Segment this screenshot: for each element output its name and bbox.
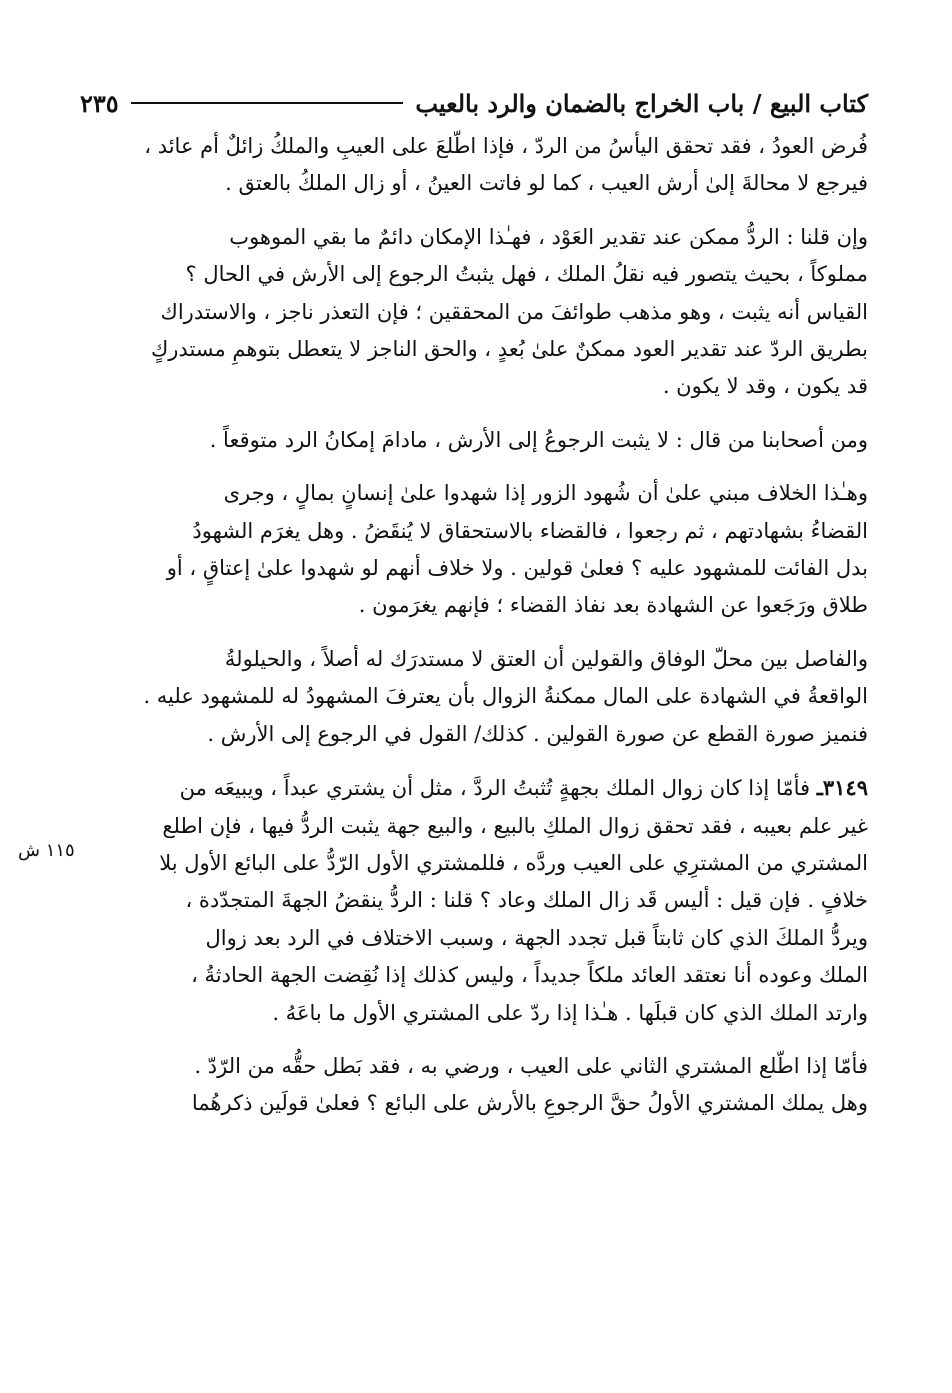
text-line: وهـٰذا الخلاف مبني علىٰ أن شُهود الزور إذا شهدوا علىٰ إنسانٍ بمالٍ ، وجرى [223,481,868,506]
section-number: ٣١٤٩ـ [816,775,868,801]
text-line: وهل يملك المشتري الأولُ حقَّ الرجوعِ بالأرش على البائع ؟ فعلىٰ قولَين ذكرهُما [191,1091,868,1116]
paragraph-2 [80,219,868,406]
text-line: غير علم بعيبه ، فقد تحقق زوال الملكِ بالبيع ، والبيع جهة يثبت الردُّ فيها ، فإن اطلع [162,813,868,838]
text-line: فُرض العودُ ، فقد تحقق اليأسُ من الردّ ، فإذا اطّلعَ على العيبِ والملكُ زائلٌ أم عائد ، [144,134,868,158]
text-line-body: فأمّا إذا كان زوال الملك بجهةٍ تُثبتُ الردَّ ، مثل أن يشتري عبداً ، ويبيعَه من [179,776,811,801]
paragraph-3 [80,422,868,459]
paragraph-7 [80,1048,868,1123]
text-line: ويردُّ الملكَ الذي كان ثابتاً قبل تجدد الجهة ، وسبب الاختلاف في الرد بعد زوال [205,925,868,950]
text-line: وارتد الملك الذي كان قبلَها . هـٰذا إذا ردّ على المشتري الأول ما باعَهُ . [272,1000,868,1025]
text-line: بدل الفائت للمشهود عليه ؟ فعلىٰ قولين . ولا خلاف أنهم لو شهدوا علىٰ إعتاقٍ ، أو [166,556,868,581]
text-line: بطريق الردّ عند تقدير العود ممكنٌ علىٰ بُعدٍ ، والحق الناجز لا يتعطل بتوهمِ مستدركٍ [150,337,868,362]
text-line: وإن قلنا : الردُّ ممكن عند تقدير العَوْد ، فهـٰذا الإمكان دائمٌ ما بقي الموهوب [229,224,868,249]
text-line: فنميز صورة القطع عن صورة القولين . كذلك/ القول في الرجوع إلى الأرش . [207,721,868,746]
margin-note: ١١٥ ش [18,840,75,861]
paragraph-4 [80,475,868,625]
paragraph-1 [80,128,868,203]
text-line: مملوكاً ، بحيث يتصور فيه نقلُ الملك ، فهل يثبتُ الرجوع إلى الأرش في الحال ؟ [185,262,868,287]
header-title: كتاب البيع / باب الخراج بالضمان والرد بالعيب [415,88,868,118]
paragraph-6 [80,769,868,1032]
text-line: طلاق ورَجَعوا عن الشهادة بعد نفاذ القضاء ؛ فإنهم يغرَمون . [358,593,868,618]
text-line: والفاصل بين محلّ الوفاق والقولين أن العتق لا مستدرَك له أصلاً ، والحيلولةُ [224,646,868,671]
running-header [80,84,868,122]
text-line: المشتري من المشترِي على العيب وردَّه ، فللمشتري الأول الرّدُّ على البائع الأول بلا [159,850,868,875]
text-line: الواقعةُ في الشهادة على المال ممكنةُ الزوال بأن يعترفَ المشهودُ له للمشهود عليه . [143,684,868,709]
text-line: ومن أصحابنا من قال : لا يثبت الرجوعُ إلى الأرش ، مادامَ إمكانُ الرد متوقعاً . [209,427,868,452]
text-line: فأمّا إذا اطّلع المشتري الثاني على العيب ، ورضي به ، فقد بَطل حقُّه من الرّدّ . [194,1053,868,1078]
text-line: فيرجع لا محالةَ إلىٰ أرش العيب ، كما لو فاتت العينُ ، أو زال الملكُ بالعتق . [225,171,868,196]
text-line: القضاءُ بشهادتهم ، ثم رجعوا ، فالقضاء بالاستحقاق لا يُنقَضُ . وهل يغرَم الشهودُ [192,518,868,543]
text-line: خلافٍ . فإن قيل : أليس قَد زال الملك وعاد ؟ قلنا : الردُّ ينقضُ الجهةَ المتجدّدة ، [185,888,868,913]
page-number: ٢٣٥ [80,88,119,118]
text-line: القياس أنه يثبت ، وهو مذهب طوائفَ من المحققين ؛ فإن التعذر ناجز ، والاستدراك [160,299,868,324]
header-rule [131,102,404,104]
text-line: قد يكون ، وقد لا يكون . [662,374,868,399]
text-line: الملك وعوده أنا نعتقد العائد ملكاً جديداً ، وليس كذلك إذا نُقِضت الجهة الحادثةُ ، [191,963,868,988]
paragraph-5 [80,641,868,753]
page-content [80,84,868,1139]
text-line [80,769,868,807]
